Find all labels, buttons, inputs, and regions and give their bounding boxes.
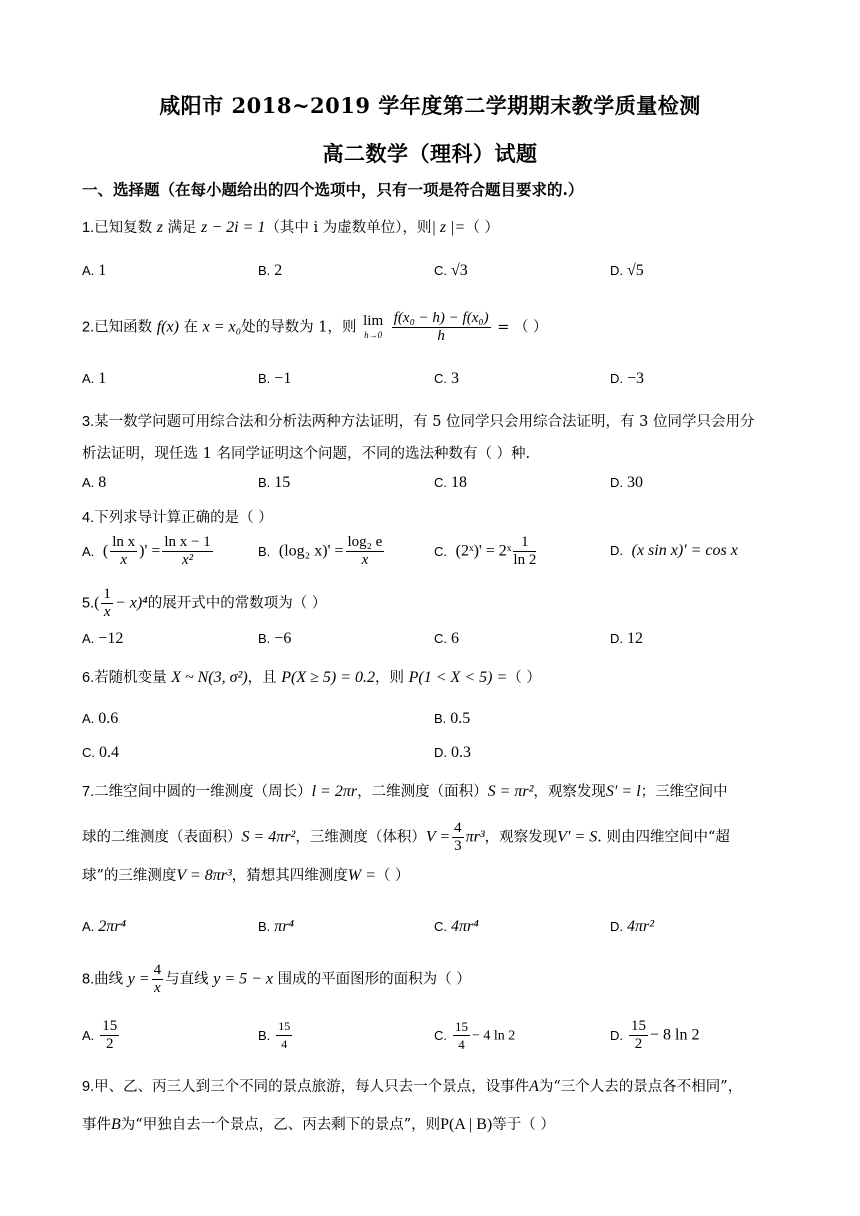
question-text: 处的导数为 1，则 — [241, 319, 357, 336]
option-d: D. 30 — [610, 474, 643, 491]
option-a: A. 1 — [82, 370, 107, 387]
option-a: A. 0.6 — [82, 710, 119, 727]
option-b: B. −6 — [258, 630, 292, 647]
option-a: A. 8 — [82, 474, 107, 491]
math: z − 2i = 1 — [201, 219, 266, 236]
fraction: $\frac{1}{\ln 2}$ — [513, 534, 537, 568]
fraction: $\frac{4}{x}$ — [153, 962, 162, 996]
options-1 — [82, 262, 782, 290]
question-text: 某一数学问题可用综合法和分析法两种方法证明，有 5 位同学只会用综合法证明，有 3 位同学只会用分 — [94, 414, 755, 430]
question-text: 下列求导计算正确的是（ ） — [94, 510, 273, 526]
question-line: 球的二维测度（表面积）S = 4πr²，三维测度（体积）V = $\frac{4}{3}$ πr³，观察发现V′ = S. 则由四维空间中“超 — [82, 820, 730, 854]
option-a: A. −12 — [82, 630, 124, 647]
question-1 — [82, 216, 782, 240]
option-b: B. 0.5 — [434, 710, 471, 727]
math: P(X ≥ 5) = 0.2 — [281, 669, 376, 686]
question-line: 球”的三维测度V = 8πr³，猜想其四维测度W =（ ） — [82, 867, 410, 884]
question-text: 的展开式中的常数项为（ ） — [147, 595, 327, 612]
exam-title: 咸阳市 2018~2019 学年度第二学期期末教学质量检测 — [159, 93, 701, 118]
option-b: B. −1 — [258, 370, 292, 387]
options-7 — [82, 918, 782, 946]
question-number: 5. — [82, 595, 95, 612]
question-number: 6. — [82, 670, 95, 686]
math: | z |= — [431, 219, 466, 236]
option-d: D. −3 — [610, 370, 645, 387]
question-text: （其中 i 为虚数单位），则 — [265, 220, 432, 236]
option-a: A. 2πr⁴ — [82, 918, 127, 935]
option-b: B. πr⁴ — [258, 918, 295, 935]
fraction: $\frac{15}{2}$ — [102, 1018, 118, 1052]
option-a: A. $\frac{15}{2}$ — [82, 1018, 118, 1052]
question-text: （ ） — [507, 670, 541, 686]
question-text: 满足 — [167, 220, 197, 236]
exam-subtitle: 高二数学（理科）试题 — [322, 141, 538, 166]
question-number: 9. — [82, 1079, 95, 1095]
option-d: D. (x sin x)' = cos x — [610, 542, 738, 559]
option-b: B. 2 — [258, 262, 283, 279]
question-text: 若随机变量 — [94, 670, 167, 686]
option-d: D. √5 — [610, 262, 644, 279]
question-number: 2. — [82, 319, 95, 336]
option-d: D. 0.3 — [434, 744, 471, 761]
question-5: 5.( $\frac{1}{x}$ − x)⁴的展开式中的常数项为（ ） — [82, 586, 327, 620]
fraction: $\frac{\text{log₂ e}}{x}$ — [347, 534, 383, 568]
fraction: $\frac{\text{f(x₀ − h) − f(x₀)}}{h}$ — [393, 310, 489, 344]
options-2 — [82, 370, 782, 398]
question-number: 1. — [82, 220, 95, 236]
fraction: $\frac{15}{4}$ — [278, 1019, 291, 1051]
option-c: C. 6 — [434, 630, 459, 647]
option-c: C. 0.4 — [82, 744, 119, 761]
question-number: 3. — [82, 414, 95, 430]
limit-operator: lim h→0 — [363, 312, 384, 340]
option-c: C. 3 — [434, 370, 459, 387]
option-b: B. 15 — [258, 474, 291, 491]
option-d: D. 12 — [610, 630, 643, 647]
fraction: $\frac{\text{ln x − 1}}{\text{x²}}$ — [164, 534, 211, 568]
fraction: $\frac{15}{2}$ — [631, 1018, 646, 1052]
option-a: A. 1 — [82, 262, 107, 279]
options-8 — [82, 1018, 782, 1062]
options-6-row1 — [82, 710, 782, 738]
question-text: ，且 — [247, 670, 277, 686]
fraction: $\frac{4}{3}$ — [454, 820, 462, 854]
question-2 — [82, 310, 782, 345]
question-number: 7. — [82, 784, 95, 800]
fraction: $\frac{1}{x}$ — [103, 586, 111, 620]
question-number: 8. — [82, 971, 95, 988]
question-text: 已知函数 — [94, 319, 153, 336]
question-text: = （ ） — [497, 319, 548, 336]
math: P(1 < X < 5) = — [408, 669, 508, 686]
question-text: ，则 — [375, 670, 405, 686]
option-c: C. 18 — [434, 474, 467, 491]
question-4 — [82, 506, 782, 530]
option-c: C. 4πr⁴ — [434, 918, 479, 935]
question-6 — [82, 666, 782, 690]
option-c: C. $\frac{15}{4}$ − 4 ln 2 — [434, 1019, 516, 1052]
options-4 — [82, 534, 782, 574]
options-3 — [82, 474, 782, 502]
question-8: 8.曲线 y = $\frac{4}{x}$ 与直线 y = 5 − x 围成的平面图形的面积为（ ） — [82, 962, 471, 996]
option-a: A. ( $\frac{\text{ln x}}{x}$ )' = $\frac{\text{ln x − 1}}{\text{x²}}$ — [82, 534, 211, 568]
math: f(x) — [156, 318, 179, 336]
option-d: D. 4πr² — [610, 918, 655, 935]
section-heading: 一、选择题（在每小题给出的四个选项中，只有一项是符合题目要求的.） — [82, 180, 584, 199]
fraction: $\frac{\text{ln x}}{x}$ — [112, 534, 136, 568]
question-9: 9.甲、乙、丙三人到三个不同的景点旅游，每人只去一个景点，设事件A为“三个人去的景点各不相同”， 事件B为“甲独自去一个景点，乙、丙去剩下的景点”，则P(A | B)等于（ ） — [82, 1078, 743, 1133]
question-line: 7.二维空间中圆的一维测度（周长）l = 2πr，二维测度（面积）S = πr²，观察发现S′ = l；三维空间中 — [82, 783, 728, 800]
option-b: B. $\frac{15}{4}$ — [258, 1019, 291, 1051]
question-text: 析法证明，现任选 1 名同学证明这个问题，不同的选法种数有（ ）种. — [82, 446, 531, 462]
option-b: B. (log₂ x)' = $\frac{\text{log₂ e}}{x}$ — [258, 534, 383, 568]
option-c: C. (2ˣ)' = 2ˣ $\frac{1}{\ln 2}$ — [434, 534, 537, 568]
option-d: D. $\frac{15}{2}$ − 8 ln 2 — [610, 1018, 700, 1052]
question-7 — [82, 780, 792, 894]
math: x = x₀ — [202, 318, 242, 336]
option-c: C. √3 — [434, 262, 468, 279]
question-number: 4. — [82, 510, 95, 526]
options-5 — [82, 630, 782, 658]
question-text: 在 — [183, 319, 199, 336]
question-3 — [82, 406, 782, 470]
math: X ~ N(3, σ²) — [171, 669, 248, 686]
options-6-row2 — [82, 744, 782, 772]
fraction: $\frac{15}{4}$ — [455, 1019, 468, 1052]
question-text: （ ） — [465, 220, 499, 236]
question-text: 已知复数 — [94, 220, 153, 236]
math: z — [156, 219, 163, 236]
